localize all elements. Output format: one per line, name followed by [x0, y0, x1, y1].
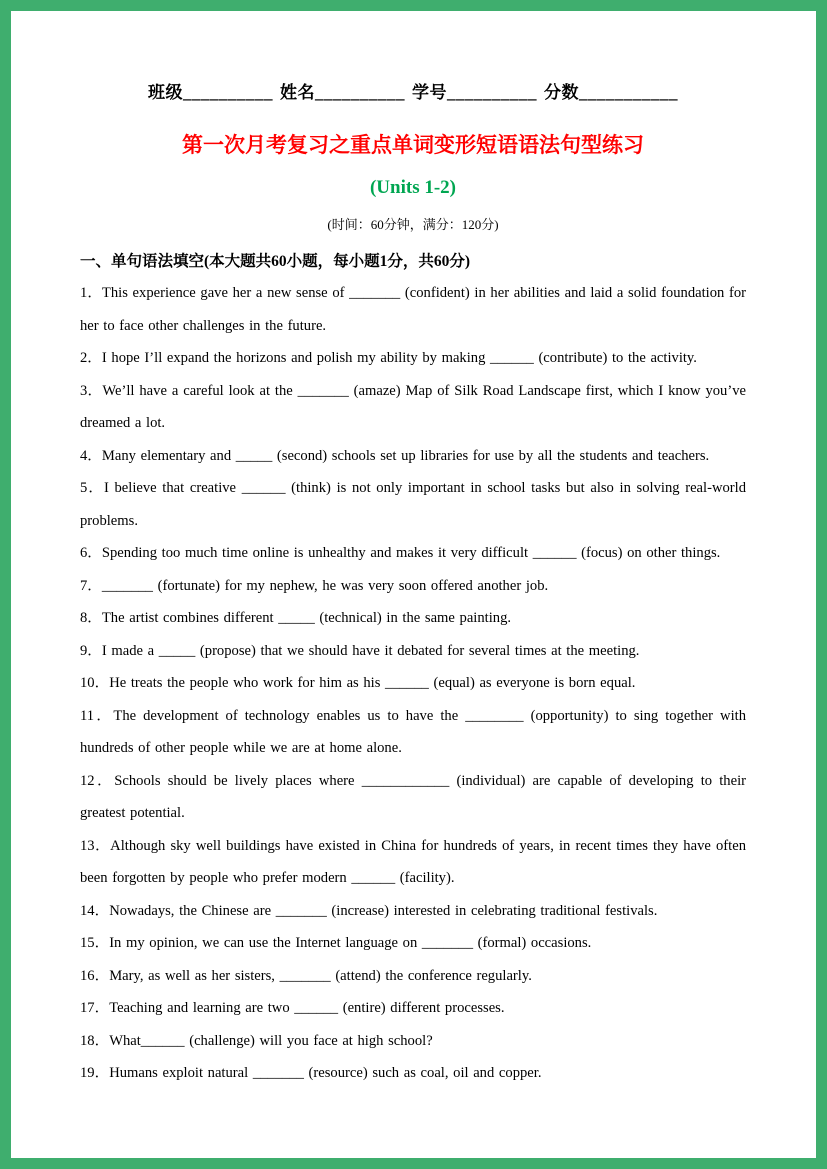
student-info-line — [80, 81, 746, 105]
question-item-7: 7．_______ (fortunate) for my nephew, he was very soon offered another job. — [80, 577, 549, 594]
question-item-11: 11．The development of technology enables us to have the ________ (opportunity) to sing together with hundreds of other people while we are at home alone. — [80, 707, 746, 756]
question-item-16: 16．Mary, as well as her sisters, _______ (attend) the conference regularly. — [80, 967, 532, 984]
field-score — [544, 83, 678, 102]
field-class — [148, 83, 273, 102]
question-item-9: 9．I made a _____ (propose) that we should have it debated for several times at the meeting. — [80, 642, 640, 659]
field-class-label: 班级 — [148, 83, 183, 102]
questions-list — [80, 277, 746, 1090]
question-item-3: 3．We’ll have a careful look at the _______ (amaze) Map of Silk Road Landscape first, which I know you’ve dreamed a lot. — [80, 382, 746, 431]
field-student-id-label: 学号 — [412, 83, 447, 102]
question-item-8: 8．The artist combines different _____ (technical) in the same painting. — [80, 610, 512, 626]
question-item-14: 14．Nowadays, the Chinese are _______ (increase) interested in celebrating traditional festivals. — [80, 902, 658, 919]
field-student-id — [412, 83, 537, 102]
question-item-1: 1．This experience gave her a new sense of _______ (confident) in her abilities and laid a solid foundation for her to face other challenges in the future. — [80, 285, 746, 334]
field-score-label: 分数 — [544, 83, 579, 102]
question-item-2: 2．I hope I’ll expand the horizons and polish my ability by making ______ (contribute) to the activity. — [80, 350, 697, 366]
question-item-10: 10．He treats the people who work for him as his ______ (equal) as everyone is born equal. — [80, 675, 636, 691]
field-name-label: 姓名 — [280, 83, 315, 102]
question-item-19: 19．Humans exploit natural _______ (resource) such as coal, oil and copper. — [80, 1065, 542, 1081]
question-item-18: 18．What______ (challenge) will you face at high school? — [80, 1032, 433, 1049]
question-item-4: 4．Many elementary and _____ (second) schools set up libraries for use by all the students and teachers. — [80, 447, 710, 464]
field-student-id-blank: __________ — [447, 83, 537, 102]
document-title: 第一次月考复习之重点单词变形短语语法句型练习 — [182, 133, 644, 157]
time-score-meta: (时间：60分钟，满分：120分) — [327, 217, 499, 232]
field-score-blank: ___________ — [579, 83, 678, 102]
question-item-17: 17．Teaching and learning are two ______ (entire) different processes. — [80, 1000, 505, 1016]
question-item-15: 15．In my opinion, we can use the Internet language on _______ (formal) occasions. — [80, 935, 592, 951]
field-name-blank: __________ — [315, 83, 405, 102]
field-class-blank: __________ — [183, 83, 273, 102]
question-item-12: 12．Schools should be lively places where ____________ (individual) are capable of developing to their greatest potential. — [80, 772, 746, 821]
question-item-5: 5．I believe that creative ______ (think) is not only important in school tasks but also in solving real-world problems. — [80, 480, 746, 529]
question-item-13: 13．Although sky well buildings have existed in China for hundreds of years, in recent times they have often been forgotten by people who prefer modern ______ (facility). — [80, 837, 746, 886]
section-one-heading: 一、单句语法填空(本大题共60小题，每小题1分，共60分) — [80, 253, 471, 270]
question-item-6: 6．Spending too much time online is unhealthy and makes it very difficult ______ (focus) on other things. — [80, 545, 721, 561]
field-name — [280, 83, 405, 102]
units-subtitle: (Units 1-2) — [369, 177, 457, 198]
